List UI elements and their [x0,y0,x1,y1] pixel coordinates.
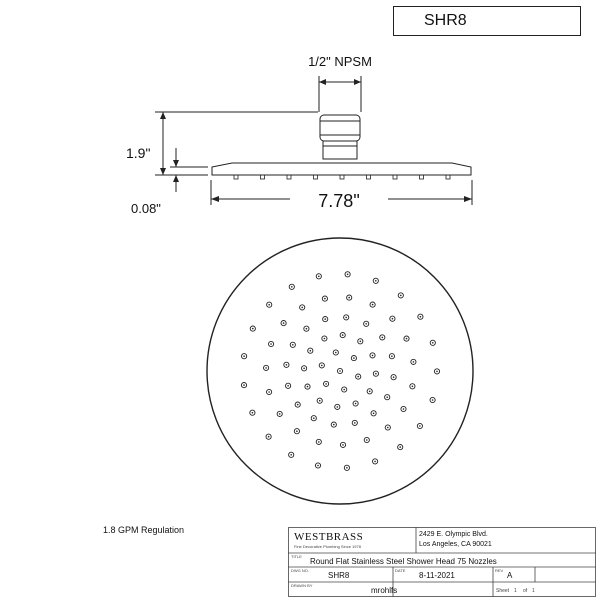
nozzle-center [324,298,326,300]
nozzle-center [393,376,395,378]
nozzle-center [348,297,350,299]
thickness-arrow-top [173,160,179,167]
side-nozzle [420,175,424,179]
top-view [207,238,473,504]
sheet-number: 1 [514,588,517,594]
nozzle-center [291,286,293,288]
company-tagline: Fine Decorative Plumbing Since 1978 [294,544,361,549]
nozzle-center [372,355,374,357]
nozzle-center [375,280,377,282]
nozzle-center [369,391,371,393]
side-nozzle [287,175,291,179]
flow-rate-note: 1.8 GPM Regulation [103,525,185,535]
nozzle-center [399,446,401,448]
title-block [288,527,596,597]
side-profile [155,76,472,205]
side-nozzle [314,175,318,179]
nozzle-center [268,436,270,438]
address-line-1: 2429 E. Olympic Blvd. [419,531,488,538]
side-nozzle [234,175,238,179]
nozzle-center [318,441,320,443]
nozzle-center [337,406,339,408]
of-label: of [523,588,528,594]
height-arrow-top [160,112,166,119]
nozzle-center [279,413,281,415]
nozzle-center [342,334,344,336]
nozzle-center [319,400,321,402]
nozzle-center [303,368,305,370]
nozzle-center [307,386,309,388]
nozzle-center [268,304,270,306]
nozzle-center [287,385,289,387]
nozzle-center [345,317,347,319]
nozzle-center [373,413,375,415]
connection-arrow-left [319,79,326,85]
nozzle-center [420,316,422,318]
nozzle-center [325,383,327,385]
connector-nut [320,115,360,141]
nozzle-center [252,328,254,330]
nozzle-center [243,384,245,386]
side-nozzle [393,175,397,179]
shower-plate [212,163,471,175]
side-nozzle [340,175,344,179]
nozzle-center [321,365,323,367]
sheet-label: Sheet [496,588,510,594]
width-arrow-left [211,196,219,202]
thickness-arrow-bottom [173,175,179,182]
nozzle-center [333,424,335,426]
drawn-by-label: DRAWN BY [291,583,313,588]
nozzle-center [387,427,389,429]
nozzle-center [357,376,359,378]
nozzle-center [243,355,245,357]
nozzle-center [419,425,421,427]
nozzle-center [366,439,368,441]
sheet-total: 1 [532,588,535,594]
nozzle-center [324,318,326,320]
rev-value: A [507,571,513,580]
nozzle-center [343,389,345,391]
nozzle-center [436,371,438,373]
nozzle-center [270,343,272,345]
date-value: 8-11-2021 [419,571,455,580]
nozzle-grid [241,272,439,471]
address-line-2: Los Angeles, CA 90021 [419,541,492,548]
side-nozzle [446,175,450,179]
nozzle-center [354,422,356,424]
dwg-no-label: DWG NO. [291,568,309,573]
nozzle-center [297,404,299,406]
nozzle-center [372,304,374,306]
nozzle-center [382,337,384,339]
nozzle-center [339,370,341,372]
company-name: WESTBRASS [294,531,364,543]
date-label: DATE [395,568,406,573]
nozzle-center [360,341,362,343]
nozzle-center [355,403,357,405]
nozzle-center [346,467,348,469]
nozzle-center [400,295,402,297]
dwg-no: SHR8 [328,571,350,580]
nozzle-center [296,430,298,432]
drawing-title: Round Flat Stainless Steel Shower Head 75 Nozzles [310,557,497,566]
nozzle-center [252,412,254,414]
nozzle-center [292,344,294,346]
nozzle-center [365,323,367,325]
width-label: 7.78" [318,191,360,211]
nozzle-center [310,350,312,352]
rev-label: REV [495,568,504,573]
nozzle-center [313,417,315,419]
nozzle-center [432,342,434,344]
nozzle-center [283,322,285,324]
nozzle-center [306,328,308,330]
part-number: SHR8 [424,12,467,29]
nozzle-center [268,391,270,393]
nozzle-center [412,386,414,388]
nozzle-center [375,373,377,375]
nozzle-center [353,357,355,359]
side-nozzle [367,175,371,179]
nozzle-center [406,338,408,340]
nozzle-center [386,396,388,398]
height-arrow-bottom [160,168,166,175]
title-label: TITLE [291,554,302,559]
nozzle-center [403,408,405,410]
nozzle-center [335,352,337,354]
connection-label: 1/2" NPSM [308,54,372,69]
nozzle-center [391,355,393,357]
nozzle-center [374,461,376,463]
nozzle-row-side [234,175,450,179]
nozzle-center [347,274,349,276]
connection-arrow-right [354,79,361,85]
nozzle-center [324,338,326,340]
connector-neck [323,141,357,159]
side-nozzle [261,175,265,179]
width-arrow-right [464,196,472,202]
nozzle-center [301,307,303,309]
nozzle-center [290,454,292,456]
nozzle-center [265,367,267,369]
nozzle-center [286,364,288,366]
nozzle-center [392,318,394,320]
nozzle-center [432,399,434,401]
drawn-by: mrohlfs [371,586,398,595]
nozzle-center [413,361,415,363]
nozzle-center [317,465,319,467]
nozzle-center [342,444,344,446]
height-label: 1.9" [126,145,151,161]
nozzle-center [318,276,320,278]
thickness-label: 0.08" [131,201,161,216]
